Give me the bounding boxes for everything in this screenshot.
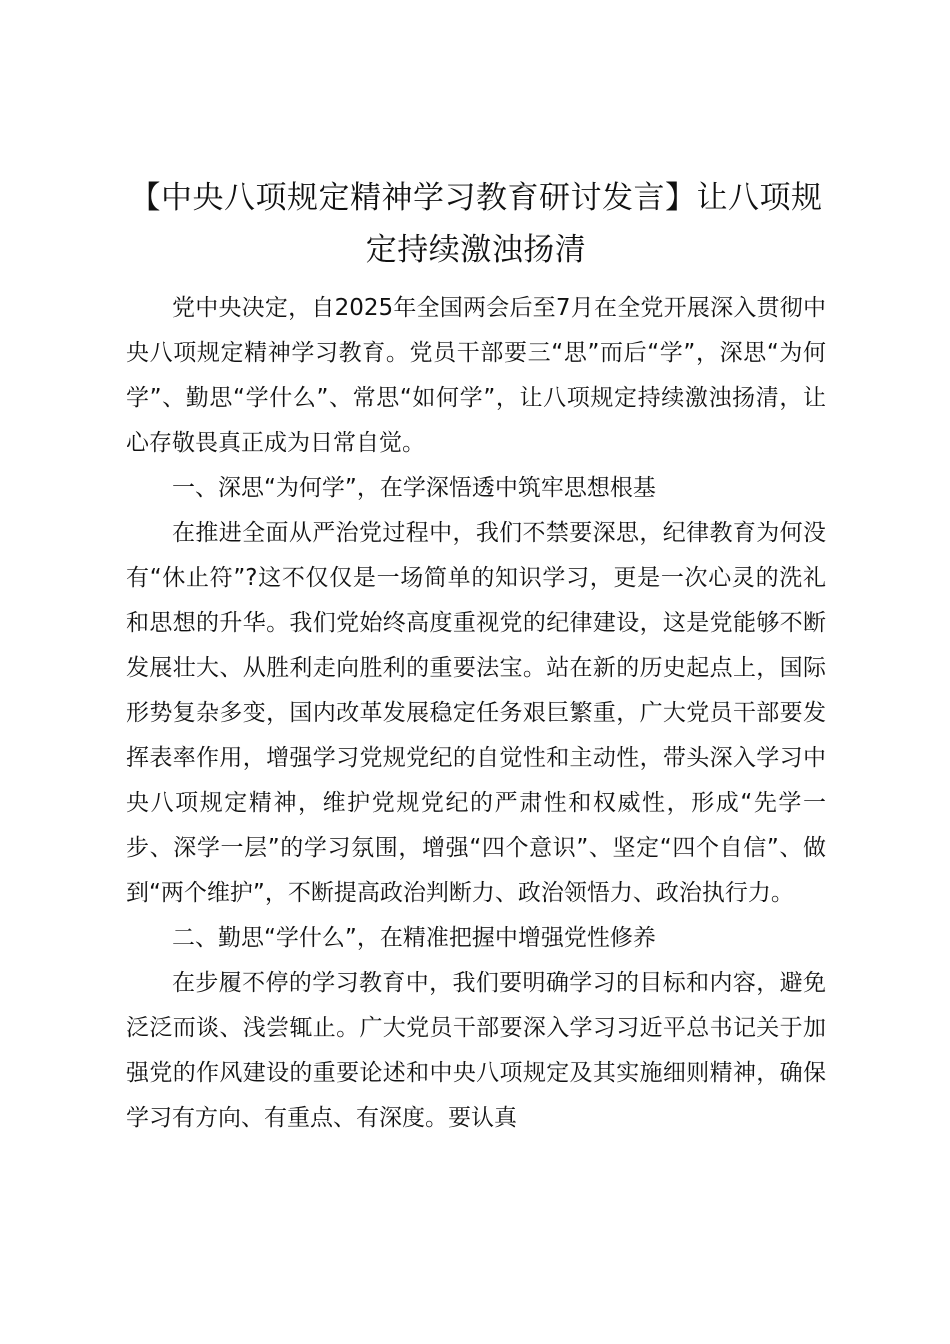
intro-paragraph: 党中央决定，自2025年全国两会后至7月在全党开展深入贯彻中央八项规定精神学习教育。党员干部要三“思”而后“学”，深思“为何学”、勤思“学什么”、常思“如何学”，让八项规定持续激浊扬清，让心存敬畏真正成为日常自觉。 bbox=[126, 295, 826, 456]
section-1-heading: 一、深思“为何学”，在学深悟透中筑牢思想根基 bbox=[172, 475, 656, 501]
document-body bbox=[126, 286, 826, 1141]
section-1-paragraph: 在推进全面从严治党过程中，我们不禁要深思，纪律教育为何没有“休止符”?这不仅仅是一场简单的知识学习，更是一次心灵的洗礼和思想的升华。我们党始终高度重视党的纪律建设，这是党能够不断发展壮大、从胜利走向胜利的重要法宝。站在新的历史起点上，国际形势复杂多变，国内改革发展稳定任务艰巨繁重，广大党员干部要发挥表率作用，增强学习党规党纪的自觉性和主动性，带头深入学习中央八项规定精神，维护党规党纪的严肃性和权威性，形成“先学一步、深学一层”的学习氛围，增强“四个意识”、坚定“四个自信”、做到“两个维护”，不断提高政治判断力、政治领悟力、政治执行力。 bbox=[126, 520, 826, 906]
document-page bbox=[126, 172, 826, 1141]
document-title: 【中央八项规定精神学习教育研讨发言】让八项规定持续激浊扬清 bbox=[129, 180, 823, 268]
section-2-heading: 二、勤思“学什么”，在精准把握中增强党性修养 bbox=[172, 925, 656, 951]
section-2-paragraph: 在步履不停的学习教育中，我们要明确学习的目标和内容，避免泛泛而谈、浅尝辄止。广大党员干部要深入学习习近平总书记关于加强党的作风建设的重要论述和中央八项规定及其实施细则精神，确保学习有方向、有重点、有深度。要认真 bbox=[126, 970, 826, 1131]
